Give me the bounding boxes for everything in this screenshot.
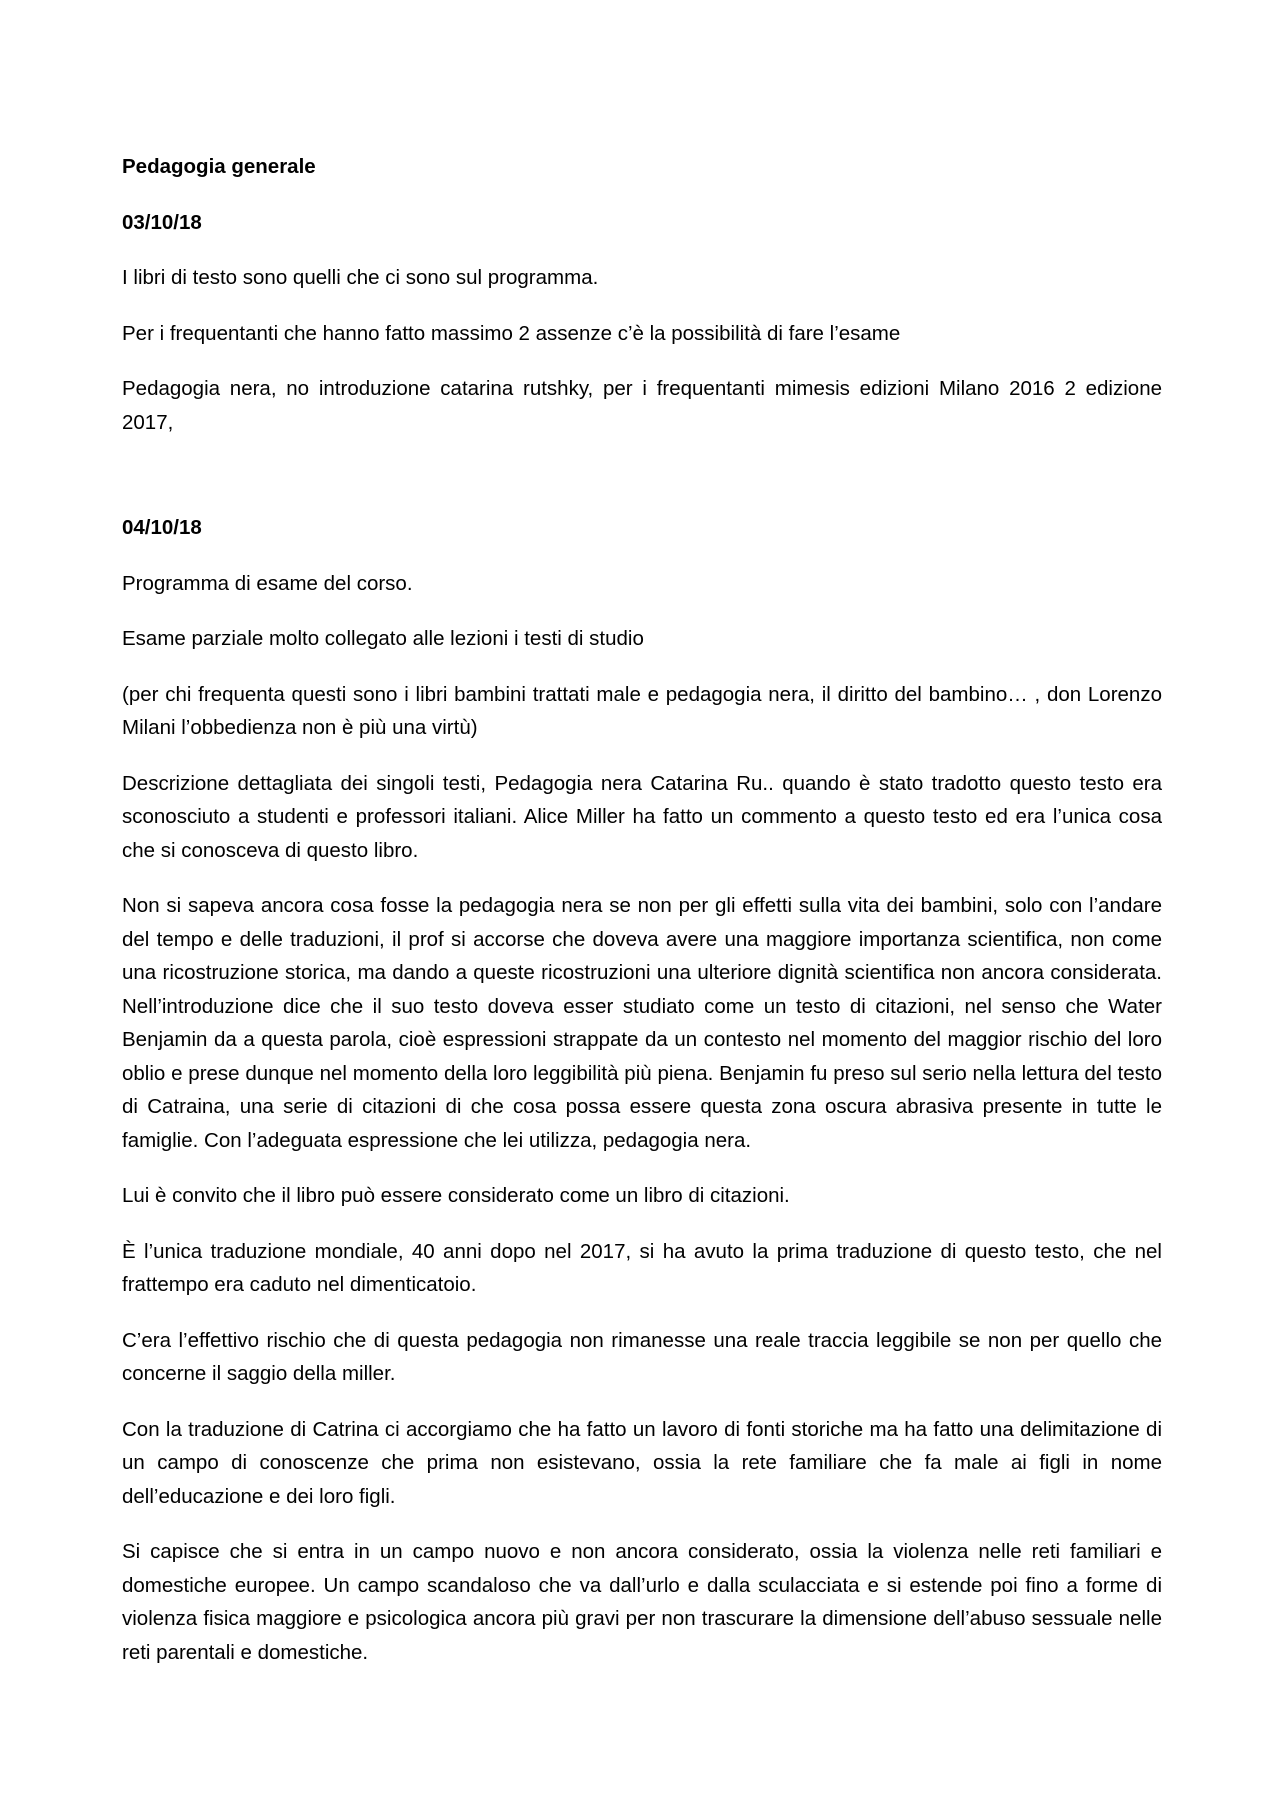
paragraph: È l’unica traduzione mondiale, 40 anni dopo nel 2017, si ha avuto la prima traduzione di questo testo, che nel frattempo era caduto nel dimenticatoio. <box>122 1239 1162 1296</box>
paragraph: C’era l’effettivo rischio che di questa pedagogia non rimanesse una reale traccia leggibile se non per quello che concerne il saggio della miller. <box>122 1328 1162 1385</box>
section-date: 03/10/18 <box>122 210 202 234</box>
section-date: 04/10/18 <box>122 516 202 539</box>
paragraph: I libri di testo sono quelli che ci sono sul programma. <box>122 266 599 289</box>
paragraph: Per i frequentanti che hanno fatto massimo 2 assenze c’è la possibilità di fare l’esame <box>122 321 901 345</box>
paragraph: Esame parziale molto collegato alle lezioni i testi di studio <box>122 627 644 650</box>
paragraph: Pedagogia nera, no introduzione catarina rutshky, per i frequentanti mimesis edizioni Milano 2016 2 edizione 2017, <box>122 377 1162 434</box>
paragraph: Si capisce che si entra in un campo nuovo e non ancora considerato, ossia la violenza nelle reti familiari e domestiche europee. Un campo scandaloso che va dall’urlo e dalla sculacciata e si estende poi fino a forme di violenza fisica maggiore e psicologica ancora più gravi per non trascurare la dimensione dell’abuso sessuale nelle reti parentali e domestiche. <box>122 1540 1162 1664</box>
paragraph: Lui è convito che il libro può essere considerato come un libro di citazioni. <box>122 1184 790 1207</box>
document-page <box>122 150 1162 1691</box>
paragraph: Con la traduzione di Catrina ci accorgiamo che ha fatto un lavoro di fonti storiche ma ha fatto una delimitazione di un campo di conoscenze che prima non esistevano, ossia la rete familiare che fa male ai figli in nome dell’educazione e dei loro figli. <box>122 1417 1162 1508</box>
paragraph: Non si sapeva ancora cosa fosse la pedagogia nera se non per gli effetti sulla vita dei bambini, solo con l’andare del tempo e delle traduzioni, il prof si accorse che doveva avere una maggiore importanza scientifica, non come una ricostruzione storica, ma dando a queste ricostruzioni una ulteriore dignità scientifica non ancora considerata. Nell’introduzione dice che il suo testo doveva esser studiato come un testo di citazioni, nel senso che Water Benjamin da a questa parola, cioè espressioni strappate da un contesto nel momento del maggior rischio del loro oblio e prese dunque nel momento della loro leggibilità più piena. Benjamin fu preso sul serio nella lettura del testo di Catraina, una serie di citazioni di che cosa possa essere questa zona oscura abrasiva presente in tutte le famiglie. Con l’adeguata espressione che lei utilizza, pedagogia nera. <box>122 894 1162 1152</box>
document-title: Pedagogia generale <box>122 155 316 178</box>
paragraph: Descrizione dettagliata dei singoli testi, Pedagogia nera Catarina Ru.. quando è stato tradotto questo testo era sconosciuto a studenti e professori italiani. Alice Miller ha fatto un commento a questo testo ed era l’unica cosa che si conosceva di questo libro. <box>122 771 1162 862</box>
section-spacer <box>122 461 1162 511</box>
paragraph: (per chi frequenta questi sono i libri bambini trattati male e pedagogia nera, il diritto del bambino… , don Lorenzo Milani l’obbedienza non è più una virtù) <box>122 682 1162 739</box>
paragraph: Programma di esame del corso. <box>122 571 413 595</box>
